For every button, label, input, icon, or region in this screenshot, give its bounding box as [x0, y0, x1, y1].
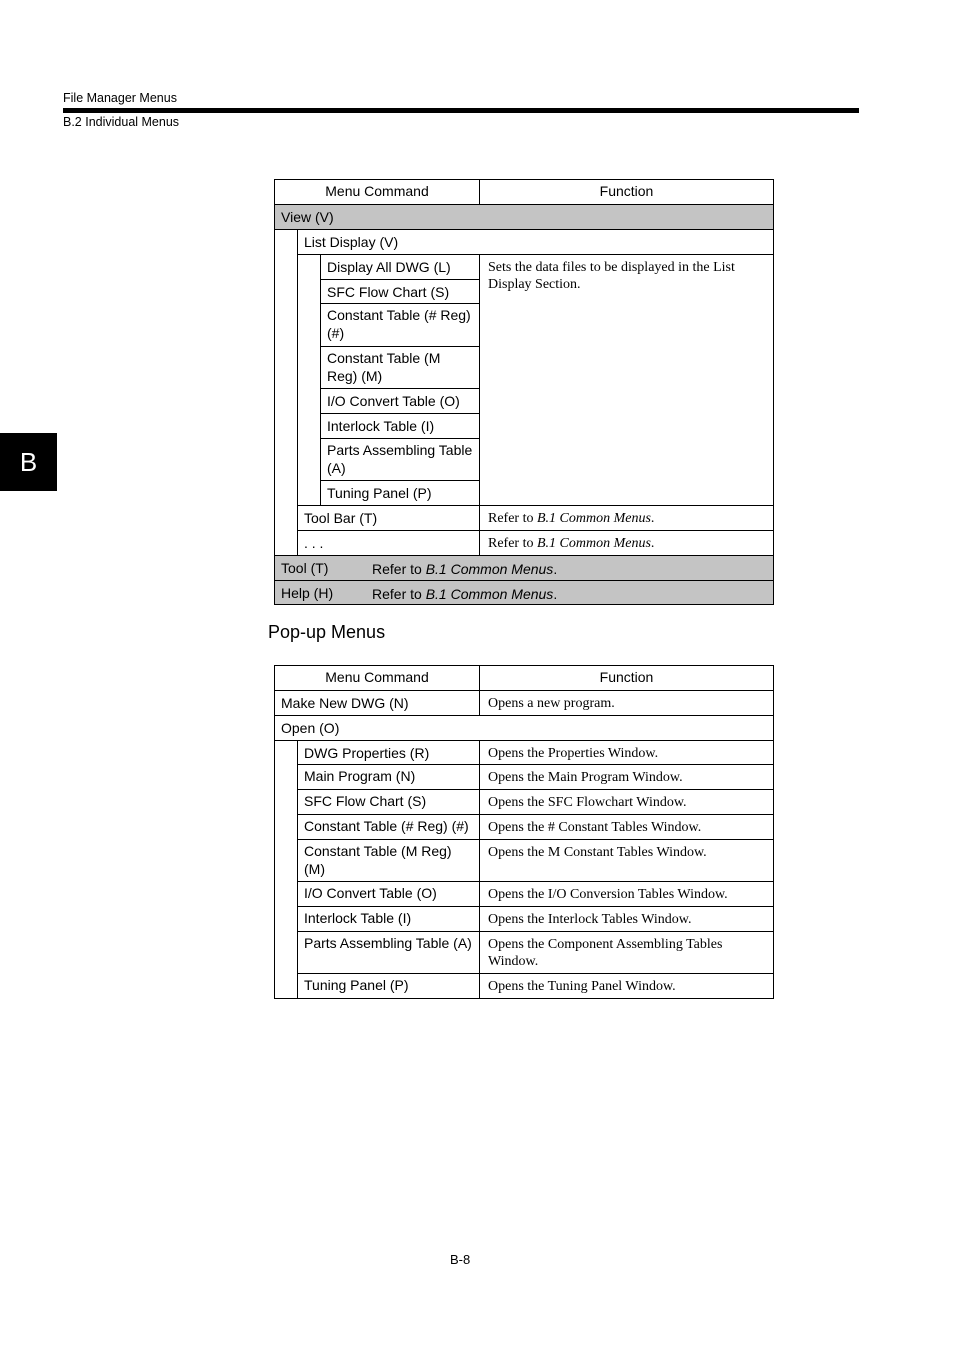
- menu-row-tool-bar: Tool Bar (T): [297, 505, 480, 531]
- popup-menus-heading: Pop-up Menus: [268, 622, 386, 642]
- ref-suffix: .: [553, 586, 558, 602]
- list-item: Constant Table (# Reg) (#): [320, 303, 480, 347]
- ref-text: Refer to: [372, 586, 426, 602]
- ref-text: Refer to: [488, 536, 537, 551]
- table-row-function: Opens the M Constant Tables Window.: [479, 839, 774, 882]
- list-item: Interlock Table (I): [320, 413, 480, 439]
- menu-label-view: View (V): [281, 209, 334, 225]
- ref-suffix: .: [650, 536, 655, 551]
- table-row-function: Opens the I/O Conversion Tables Window.: [479, 881, 774, 907]
- column-header-function: Function: [479, 665, 774, 691]
- ref-link-text: B.1 Common Menus: [425, 561, 554, 577]
- ref-link-text: B.1 Common Menus: [536, 511, 651, 526]
- chapter-title: File Manager Menus: [63, 91, 177, 105]
- column-header-function: Function: [479, 179, 774, 205]
- indent-block: [297, 254, 321, 506]
- list-item: Display All DWG (L): [320, 254, 480, 280]
- menu-label-help: Help (H): [281, 585, 334, 601]
- page-number: B-8: [450, 1252, 471, 1267]
- header-rule: [63, 108, 859, 113]
- menu-row-view: [274, 204, 774, 230]
- table-row-function: Opens the # Constant Tables Window.: [479, 814, 774, 840]
- ref-text: Refer to: [372, 561, 426, 577]
- indent-block: [274, 740, 298, 999]
- tool-bar-function: [479, 505, 774, 531]
- list-item: I/O Convert Table (O): [320, 388, 480, 414]
- table-row-command: SFC Flow Chart (S): [297, 789, 480, 815]
- ref-suffix: .: [553, 561, 558, 577]
- menu-row-help: [274, 580, 774, 605]
- menu-table-popup: [274, 665, 774, 999]
- menu-table-view: [274, 179, 774, 605]
- table-row-function: Opens the Properties Window.: [479, 740, 774, 765]
- list-item: Constant Table (M Reg) (M): [320, 346, 480, 389]
- menu-row-tool: [274, 555, 774, 581]
- table-row-command: Constant Table (M Reg) (M): [297, 839, 480, 882]
- chapter-tab: B: [0, 433, 57, 491]
- table-row-function: Opens the SFC Flowchart Window.: [479, 789, 774, 815]
- table-row-command: DWG Properties (R): [297, 740, 480, 765]
- more-function: [479, 530, 774, 556]
- table-row-command: Interlock Table (I): [297, 906, 480, 932]
- section-title: B.2 Individual Menus: [63, 115, 180, 129]
- menu-label-list-display: List Display (V): [304, 234, 399, 250]
- ref-link-text: B.1 Common Menus: [536, 536, 651, 551]
- list-item: Tuning Panel (P): [320, 480, 480, 506]
- menu-row-more: . . .: [297, 530, 480, 556]
- table-row-command: Main Program (N): [297, 764, 480, 790]
- ref-link-text: B.1 Common Menus: [425, 586, 554, 602]
- table-row-command: I/O Convert Table (O): [297, 881, 480, 907]
- column-header-command: Menu Command: [274, 665, 480, 691]
- ref-suffix: .: [650, 511, 655, 526]
- list-item: Parts Assembling Table (A): [320, 438, 480, 481]
- table-row-command: Parts Assembling Table (A): [297, 931, 480, 974]
- indent-block: [274, 229, 298, 556]
- menu-row-open: Open (O): [274, 715, 774, 741]
- ref-text: Refer to: [488, 511, 537, 526]
- menu-row-make-new-dwg: Make New DWG (N): [274, 690, 480, 716]
- table-row-function: Opens the Interlock Tables Window.: [479, 906, 774, 932]
- table-row-function: Opens the Tuning Panel Window.: [479, 973, 774, 999]
- menu-row-list-display: [297, 229, 774, 255]
- list-item: SFC Flow Chart (S): [320, 279, 480, 304]
- menu-label-tool: Tool (T): [281, 560, 329, 576]
- make-new-dwg-function: Opens a new program.: [479, 690, 774, 716]
- table-row-command: Constant Table (# Reg) (#): [297, 814, 480, 840]
- table-row-function: Opens the Main Program Window.: [479, 764, 774, 790]
- list-display-function: Sets the data files to be displayed in the List Display Section.: [479, 254, 774, 506]
- tool-function: [372, 560, 557, 578]
- table-row-command: Tuning Panel (P): [297, 973, 480, 999]
- table-row-function: Opens the Component Assembling Tables Window.: [479, 931, 774, 974]
- column-header-command: Menu Command: [274, 179, 480, 205]
- help-function: [372, 585, 557, 603]
